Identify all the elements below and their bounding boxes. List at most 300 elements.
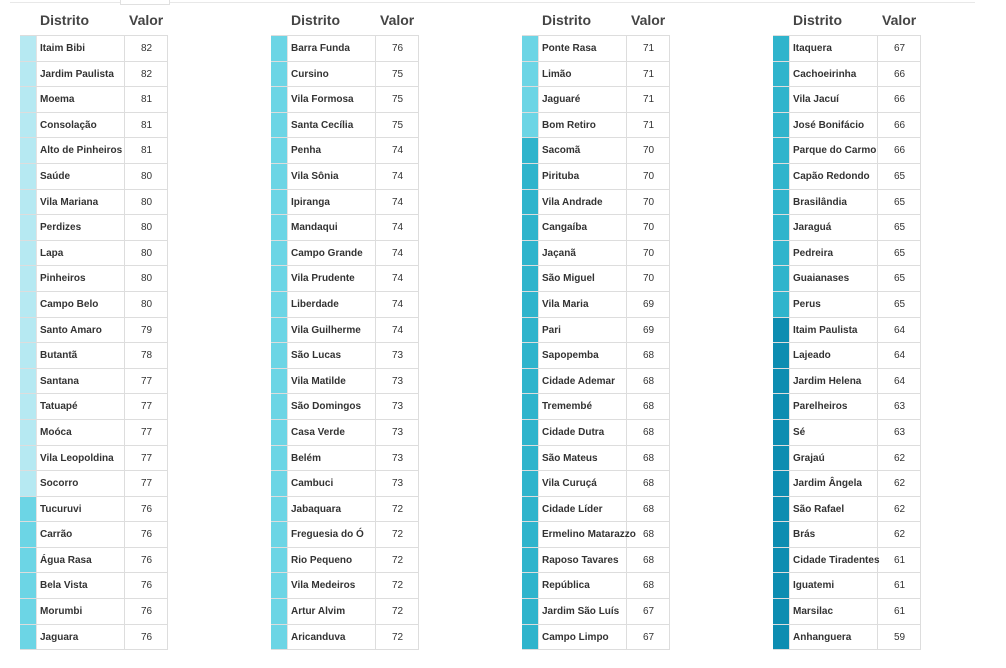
color-swatch bbox=[271, 446, 287, 471]
district-name: Moóca bbox=[40, 426, 72, 438]
color-swatch bbox=[773, 87, 789, 112]
cell-divider bbox=[789, 318, 790, 343]
cell-divider bbox=[287, 318, 288, 343]
cell-divider bbox=[538, 471, 539, 496]
table-row[interactable] bbox=[522, 87, 670, 113]
district-value: 72 bbox=[392, 580, 404, 592]
table-row[interactable] bbox=[522, 343, 670, 369]
color-swatch bbox=[20, 87, 36, 112]
district-value: 68 bbox=[643, 375, 655, 387]
table-row[interactable] bbox=[271, 522, 419, 548]
table-row[interactable] bbox=[271, 497, 419, 523]
table-row[interactable] bbox=[522, 318, 670, 344]
district-name: Jardim São Luís bbox=[542, 606, 620, 618]
table-row[interactable] bbox=[20, 446, 168, 472]
cell-divider bbox=[287, 62, 288, 87]
table-row[interactable] bbox=[20, 369, 168, 395]
cell-divider bbox=[124, 36, 125, 61]
cell-divider bbox=[36, 522, 37, 547]
cell-divider bbox=[626, 497, 627, 522]
table-row[interactable] bbox=[773, 164, 921, 190]
table-body bbox=[773, 35, 921, 650]
table-row[interactable] bbox=[271, 446, 419, 472]
cell-divider bbox=[375, 215, 376, 240]
district-name: São Mateus bbox=[542, 452, 598, 464]
cell-divider bbox=[287, 497, 288, 522]
district-value: 74 bbox=[392, 298, 404, 310]
cell-divider bbox=[789, 548, 790, 573]
color-swatch bbox=[271, 343, 287, 368]
header-distrito[interactable]: Distrito bbox=[542, 12, 591, 28]
cell-divider bbox=[167, 420, 168, 445]
cell-divider bbox=[877, 266, 878, 291]
color-swatch bbox=[522, 266, 538, 291]
color-swatch bbox=[271, 190, 287, 215]
table-row[interactable] bbox=[271, 573, 419, 599]
cell-divider bbox=[124, 215, 125, 240]
table-row[interactable] bbox=[20, 190, 168, 216]
district-name: Socorro bbox=[40, 478, 79, 490]
district-value: 80 bbox=[141, 247, 153, 259]
header-distrito[interactable]: Distrito bbox=[291, 12, 340, 28]
cell-divider bbox=[124, 164, 125, 189]
table-row[interactable] bbox=[522, 394, 670, 420]
district-value: 68 bbox=[643, 580, 655, 592]
table-row[interactable] bbox=[522, 420, 670, 446]
cell-divider bbox=[626, 62, 627, 87]
table-row[interactable] bbox=[522, 266, 670, 292]
table-row[interactable] bbox=[20, 599, 168, 625]
table-row[interactable] bbox=[522, 599, 670, 625]
cell-divider bbox=[418, 625, 419, 650]
color-swatch bbox=[773, 471, 789, 496]
cell-divider bbox=[920, 548, 921, 573]
district-name: Pedreira bbox=[793, 247, 834, 259]
table-row[interactable] bbox=[20, 36, 168, 62]
cell-divider bbox=[167, 318, 168, 343]
cell-divider bbox=[789, 292, 790, 317]
cell-divider bbox=[418, 87, 419, 112]
table-row[interactable] bbox=[522, 164, 670, 190]
cell-divider bbox=[418, 446, 419, 471]
district-value: 63 bbox=[894, 401, 906, 413]
district-name: Sé bbox=[793, 426, 806, 438]
color-swatch bbox=[20, 113, 36, 138]
color-swatch bbox=[773, 241, 789, 266]
table-row[interactable] bbox=[522, 497, 670, 523]
cell-divider bbox=[626, 241, 627, 266]
cell-divider bbox=[877, 625, 878, 650]
district-name: Vila Prudente bbox=[291, 273, 355, 285]
color-swatch bbox=[522, 164, 538, 189]
district-name: Tucuruvi bbox=[40, 503, 82, 515]
cell-divider bbox=[418, 292, 419, 317]
district-value: 80 bbox=[141, 273, 153, 285]
cell-divider bbox=[789, 420, 790, 445]
district-value: 61 bbox=[894, 606, 906, 618]
cell-divider bbox=[418, 471, 419, 496]
table-row[interactable] bbox=[20, 241, 168, 267]
table-row[interactable] bbox=[271, 138, 419, 164]
cell-divider bbox=[287, 548, 288, 573]
table-row[interactable] bbox=[773, 215, 921, 241]
cell-divider bbox=[538, 113, 539, 138]
cell-divider bbox=[877, 471, 878, 496]
cell-divider bbox=[375, 266, 376, 291]
table-row[interactable] bbox=[271, 113, 419, 139]
district-name: Penha bbox=[291, 145, 322, 157]
cell-divider bbox=[669, 36, 670, 61]
table-row[interactable] bbox=[20, 394, 168, 420]
color-swatch bbox=[773, 548, 789, 573]
table-row[interactable] bbox=[773, 573, 921, 599]
district-name: Vila Sônia bbox=[291, 170, 339, 182]
cell-divider bbox=[920, 446, 921, 471]
table-row[interactable] bbox=[271, 36, 419, 62]
header-distrito[interactable]: Distrito bbox=[40, 12, 89, 28]
table-row[interactable] bbox=[522, 625, 670, 651]
cell-divider bbox=[669, 113, 670, 138]
cell-divider bbox=[36, 548, 37, 573]
district-name: Campo Belo bbox=[40, 298, 99, 310]
district-value: 68 bbox=[643, 529, 655, 541]
cell-divider bbox=[124, 471, 125, 496]
table-row[interactable] bbox=[773, 36, 921, 62]
table-row[interactable] bbox=[522, 138, 670, 164]
cell-divider bbox=[669, 87, 670, 112]
table-row[interactable] bbox=[271, 190, 419, 216]
district-name: Cidade Tiradentes bbox=[793, 554, 880, 566]
table-row[interactable] bbox=[271, 343, 419, 369]
color-swatch bbox=[773, 394, 789, 419]
district-value: 67 bbox=[894, 43, 906, 54]
cell-divider bbox=[287, 87, 288, 112]
cell-divider bbox=[36, 497, 37, 522]
cell-divider bbox=[669, 190, 670, 215]
cell-divider bbox=[626, 625, 627, 650]
cell-divider bbox=[124, 522, 125, 547]
header-valor[interactable]: Valor bbox=[631, 12, 666, 28]
district-name: Jaçanã bbox=[542, 247, 576, 259]
cell-divider bbox=[669, 318, 670, 343]
table-row[interactable] bbox=[522, 471, 670, 497]
table-row[interactable] bbox=[271, 241, 419, 267]
district-name: Vila Maria bbox=[542, 298, 589, 310]
table-row[interactable] bbox=[773, 548, 921, 574]
table-row[interactable] bbox=[20, 573, 168, 599]
table-row[interactable] bbox=[20, 138, 168, 164]
color-swatch bbox=[522, 138, 538, 163]
table-row[interactable] bbox=[20, 318, 168, 344]
district-value: 68 bbox=[643, 426, 655, 438]
table-row[interactable] bbox=[522, 215, 670, 241]
table-row[interactable] bbox=[271, 599, 419, 625]
table-row[interactable] bbox=[20, 420, 168, 446]
table-row[interactable] bbox=[20, 292, 168, 318]
color-swatch bbox=[271, 497, 287, 522]
table-row[interactable] bbox=[773, 420, 921, 446]
cell-divider bbox=[920, 522, 921, 547]
cell-divider bbox=[36, 215, 37, 240]
cell-divider bbox=[36, 164, 37, 189]
table-row[interactable] bbox=[773, 292, 921, 318]
district-value: 68 bbox=[643, 452, 655, 464]
table-row[interactable] bbox=[773, 497, 921, 523]
table-row[interactable] bbox=[20, 164, 168, 190]
table-row[interactable] bbox=[773, 471, 921, 497]
cell-divider bbox=[287, 343, 288, 368]
table-row[interactable] bbox=[20, 343, 168, 369]
cell-divider bbox=[877, 36, 878, 61]
district-value: 70 bbox=[643, 145, 655, 157]
table-row[interactable] bbox=[271, 87, 419, 113]
district-value: 70 bbox=[643, 273, 655, 285]
table-row[interactable] bbox=[271, 215, 419, 241]
district-name: Jaguara bbox=[40, 631, 79, 643]
district-value: 73 bbox=[392, 426, 404, 438]
district-name: Parque do Carmo bbox=[793, 145, 877, 157]
table-row[interactable] bbox=[773, 190, 921, 216]
district-value: 71 bbox=[643, 43, 655, 54]
cell-divider bbox=[36, 471, 37, 496]
cell-divider bbox=[375, 599, 376, 624]
table-row[interactable] bbox=[773, 113, 921, 139]
cell-divider bbox=[36, 343, 37, 368]
table-row[interactable] bbox=[522, 113, 670, 139]
cell-divider bbox=[418, 599, 419, 624]
district-value: 61 bbox=[894, 580, 906, 592]
color-swatch bbox=[522, 369, 538, 394]
table-row[interactable] bbox=[20, 625, 168, 651]
table-row[interactable] bbox=[522, 190, 670, 216]
cell-divider bbox=[124, 113, 125, 138]
header-valor[interactable]: Valor bbox=[129, 12, 164, 28]
table-row[interactable] bbox=[271, 292, 419, 318]
table-row[interactable] bbox=[773, 522, 921, 548]
color-swatch bbox=[271, 87, 287, 112]
table-row[interactable] bbox=[271, 62, 419, 88]
district-name: Itaim Paulista bbox=[793, 324, 858, 336]
table-row[interactable] bbox=[522, 292, 670, 318]
color-swatch bbox=[773, 420, 789, 445]
color-swatch bbox=[522, 292, 538, 317]
district-value: 68 bbox=[643, 401, 655, 413]
district-value: 69 bbox=[643, 298, 655, 310]
table-row[interactable] bbox=[20, 62, 168, 88]
table-row[interactable] bbox=[271, 164, 419, 190]
table-row[interactable] bbox=[271, 266, 419, 292]
district-name: Barra Funda bbox=[291, 43, 350, 54]
cell-divider bbox=[920, 190, 921, 215]
color-swatch bbox=[271, 522, 287, 547]
cell-divider bbox=[287, 190, 288, 215]
table-row[interactable] bbox=[20, 215, 168, 241]
cell-divider bbox=[877, 343, 878, 368]
district-value: 68 bbox=[643, 503, 655, 515]
district-name: Cambuci bbox=[291, 478, 334, 490]
cell-divider bbox=[124, 138, 125, 163]
table-row[interactable] bbox=[522, 369, 670, 395]
district-value: 72 bbox=[392, 631, 404, 643]
cell-divider bbox=[167, 62, 168, 87]
table-row[interactable] bbox=[271, 548, 419, 574]
table-row[interactable] bbox=[773, 138, 921, 164]
district-name: Belém bbox=[291, 452, 322, 464]
header-distrito[interactable]: Distrito bbox=[793, 12, 842, 28]
table-row[interactable] bbox=[20, 522, 168, 548]
table-row[interactable] bbox=[20, 497, 168, 523]
district-value: 73 bbox=[392, 375, 404, 387]
district-name: Brás bbox=[793, 529, 816, 541]
cell-divider bbox=[124, 497, 125, 522]
cell-divider bbox=[877, 190, 878, 215]
cell-divider bbox=[538, 292, 539, 317]
cell-divider bbox=[920, 471, 921, 496]
cell-divider bbox=[538, 522, 539, 547]
table-row[interactable] bbox=[20, 471, 168, 497]
color-swatch bbox=[522, 62, 538, 87]
table-row[interactable] bbox=[773, 318, 921, 344]
district-name: Tatuapé bbox=[40, 401, 78, 413]
table-row[interactable] bbox=[773, 394, 921, 420]
table-row[interactable] bbox=[773, 62, 921, 88]
cell-divider bbox=[789, 497, 790, 522]
table-row[interactable] bbox=[271, 625, 419, 651]
cell-divider bbox=[124, 369, 125, 394]
color-swatch bbox=[20, 292, 36, 317]
table-row[interactable] bbox=[773, 266, 921, 292]
cell-divider bbox=[375, 369, 376, 394]
cell-divider bbox=[167, 266, 168, 291]
district-value: 61 bbox=[894, 554, 906, 566]
cell-divider bbox=[789, 164, 790, 189]
cell-divider bbox=[669, 548, 670, 573]
color-swatch bbox=[773, 318, 789, 343]
color-swatch bbox=[271, 599, 287, 624]
table-row[interactable] bbox=[522, 446, 670, 472]
table-row[interactable] bbox=[20, 266, 168, 292]
cell-divider bbox=[375, 522, 376, 547]
cell-divider bbox=[124, 343, 125, 368]
header-valor[interactable]: Valor bbox=[882, 12, 917, 28]
cell-divider bbox=[877, 62, 878, 87]
table-row[interactable] bbox=[271, 394, 419, 420]
cell-divider bbox=[877, 215, 878, 240]
district-value: 76 bbox=[141, 580, 153, 592]
table-row[interactable] bbox=[271, 318, 419, 344]
cell-divider bbox=[669, 164, 670, 189]
district-value: 76 bbox=[141, 606, 153, 618]
district-name: Pari bbox=[542, 324, 561, 336]
cell-divider bbox=[375, 138, 376, 163]
cell-divider bbox=[167, 369, 168, 394]
table-row[interactable] bbox=[773, 343, 921, 369]
cell-divider bbox=[920, 625, 921, 650]
table-row[interactable] bbox=[20, 113, 168, 139]
district-value: 77 bbox=[141, 426, 153, 438]
table-row[interactable] bbox=[773, 446, 921, 472]
table-header bbox=[20, 10, 168, 36]
table-row[interactable] bbox=[773, 87, 921, 113]
district-name: Parelheiros bbox=[793, 401, 848, 413]
cell-divider bbox=[124, 394, 125, 419]
color-swatch bbox=[20, 318, 36, 343]
table-row[interactable] bbox=[271, 369, 419, 395]
color-swatch bbox=[522, 573, 538, 598]
table-row[interactable] bbox=[20, 548, 168, 574]
district-name: Cidade Dutra bbox=[542, 426, 605, 438]
top-tab[interactable] bbox=[120, 0, 170, 5]
table-row[interactable] bbox=[773, 599, 921, 625]
cell-divider bbox=[669, 292, 670, 317]
cell-divider bbox=[418, 497, 419, 522]
color-swatch bbox=[20, 36, 36, 61]
district-value: 67 bbox=[643, 606, 655, 618]
district-value: 65 bbox=[894, 247, 906, 259]
district-name: Moema bbox=[40, 94, 75, 106]
cell-divider bbox=[789, 215, 790, 240]
cell-divider bbox=[418, 343, 419, 368]
cell-divider bbox=[36, 420, 37, 445]
district-value: 68 bbox=[643, 554, 655, 566]
cell-divider bbox=[167, 241, 168, 266]
cell-divider bbox=[375, 318, 376, 343]
cell-divider bbox=[287, 113, 288, 138]
district-value: 68 bbox=[643, 478, 655, 490]
color-swatch bbox=[522, 241, 538, 266]
cell-divider bbox=[669, 599, 670, 624]
district-value: 70 bbox=[643, 196, 655, 208]
cell-divider bbox=[375, 164, 376, 189]
district-value: 73 bbox=[392, 401, 404, 413]
table-row[interactable] bbox=[773, 369, 921, 395]
cell-divider bbox=[418, 36, 419, 61]
cell-divider bbox=[167, 625, 168, 650]
table-row[interactable] bbox=[522, 573, 670, 599]
cell-divider bbox=[124, 420, 125, 445]
district-name: Campo Limpo bbox=[542, 631, 609, 643]
header-valor[interactable]: Valor bbox=[380, 12, 415, 28]
table-row[interactable] bbox=[20, 87, 168, 113]
table-body bbox=[271, 35, 419, 650]
table-row[interactable] bbox=[271, 471, 419, 497]
color-swatch bbox=[271, 394, 287, 419]
cell-divider bbox=[167, 215, 168, 240]
district-name: Raposo Tavares bbox=[542, 554, 619, 566]
table-row[interactable] bbox=[773, 241, 921, 267]
table-row[interactable] bbox=[522, 522, 670, 548]
table-row[interactable] bbox=[271, 420, 419, 446]
cell-divider bbox=[287, 215, 288, 240]
district-name: Mandaqui bbox=[291, 222, 338, 234]
cell-divider bbox=[669, 241, 670, 266]
table-row[interactable] bbox=[522, 36, 670, 62]
color-swatch bbox=[271, 292, 287, 317]
color-swatch bbox=[20, 548, 36, 573]
table-row[interactable] bbox=[522, 548, 670, 574]
table-row[interactable] bbox=[522, 62, 670, 88]
table-body bbox=[20, 35, 168, 650]
color-swatch bbox=[773, 36, 789, 61]
cell-divider bbox=[789, 471, 790, 496]
cell-divider bbox=[124, 446, 125, 471]
table-row[interactable] bbox=[522, 241, 670, 267]
table-row[interactable] bbox=[773, 625, 921, 651]
cell-divider bbox=[36, 599, 37, 624]
district-name: Sapopemba bbox=[542, 350, 599, 362]
cell-divider bbox=[375, 420, 376, 445]
color-swatch bbox=[773, 625, 789, 650]
